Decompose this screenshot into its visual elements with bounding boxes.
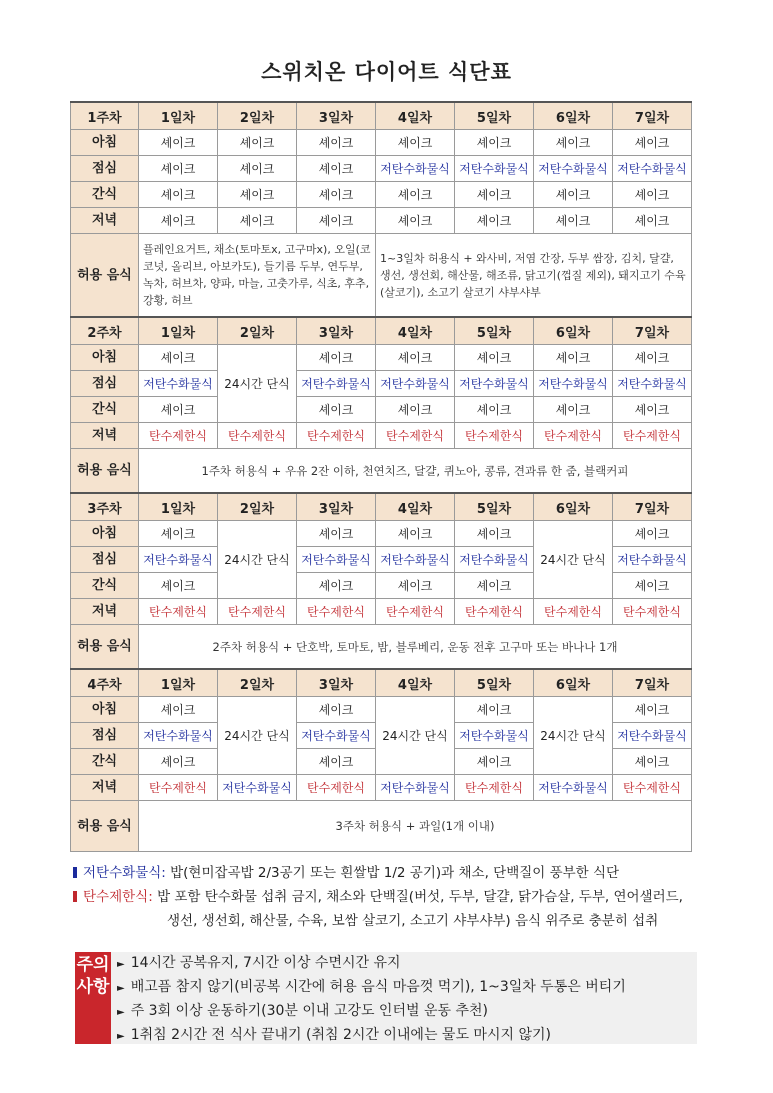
bullet-icon bbox=[73, 891, 77, 902]
meal-cell: 저탄수화물식 bbox=[534, 156, 613, 182]
meal-cell: 저탄수화물식 bbox=[613, 371, 692, 397]
meal-cell: 셰이크 bbox=[613, 573, 692, 599]
week-header-row bbox=[71, 493, 692, 521]
allowed-foods: 3주차 허용식 + 과일(1개 이내) bbox=[139, 801, 692, 852]
week-header-row bbox=[71, 102, 692, 130]
meal-cell: 탄수제한식 bbox=[139, 423, 218, 449]
meal-row bbox=[71, 156, 692, 182]
meal-cell: 탄수제한식 bbox=[613, 423, 692, 449]
day-label: 2일차 bbox=[218, 493, 297, 521]
diet-plan-table bbox=[70, 101, 692, 852]
allowed-foods: 1~3일차 허용식 + 와사비, 저염 간장, 두부 쌈장, 김치, 달걀, 생선, 생선회, 해산물, 해조류, 닭고기(껍질 제외), 돼지고기 수육(살코기), 소고기 살코기 샤부샤부 bbox=[376, 234, 692, 318]
meal-cell: 셰이크 bbox=[534, 345, 613, 371]
fasting-cell: 24시간 단식 bbox=[218, 521, 297, 599]
meal-cell: 탄수제한식 bbox=[613, 775, 692, 801]
meal-cell: 탄수제한식 bbox=[297, 599, 376, 625]
allowed-foods: 1주차 허용식 + 우유 2잔 이하, 천연치즈, 달걀, 퀴노아, 콩류, 견과류 한 줌, 블랙커피 bbox=[139, 449, 692, 494]
meal-cell: 셰이크 bbox=[534, 182, 613, 208]
meal-cell: 저탄수화물식 bbox=[376, 775, 455, 801]
day-label: 1일차 bbox=[139, 493, 218, 521]
meal-cell: 탄수제한식 bbox=[455, 423, 534, 449]
week-label: 4주차 bbox=[71, 669, 139, 697]
meal-row bbox=[71, 599, 692, 625]
meal-cell: 셰이크 bbox=[139, 697, 218, 723]
meal-cell: 셰이크 bbox=[139, 208, 218, 234]
day-label: 2일차 bbox=[218, 317, 297, 345]
day-label: 1일차 bbox=[139, 669, 218, 697]
meal-cell: 탄수제한식 bbox=[139, 599, 218, 625]
meal-cell: 저탄수화물식 bbox=[139, 723, 218, 749]
meal-cell: 탄수제한식 bbox=[297, 775, 376, 801]
legend-desc: 밥 포함 탄수화물 섭취 금지, 채소와 단백질(버섯, 두부, 달걀, 닭가슴살, 두부, 연어샐러드, bbox=[157, 889, 683, 905]
meal-label: 저녁 bbox=[71, 208, 139, 234]
meal-cell: 저탄수화물식 bbox=[613, 547, 692, 573]
meal-cell: 저탄수화물식 bbox=[376, 547, 455, 573]
meal-cell: 셰이크 bbox=[139, 521, 218, 547]
meal-row bbox=[71, 423, 692, 449]
meal-cell: 셰이크 bbox=[455, 573, 534, 599]
meal-cell: 셰이크 bbox=[534, 208, 613, 234]
notice-text: 배고픔 참지 않기(비공복 시간에 허용 음식 마음껏 먹기), 1~3일차 두통은 버티기 bbox=[130, 979, 626, 995]
meal-label: 허용 음식 bbox=[71, 801, 139, 852]
day-label: 3일차 bbox=[297, 102, 376, 130]
meal-cell: 셰이크 bbox=[613, 345, 692, 371]
meal-label: 간식 bbox=[71, 182, 139, 208]
day-label: 4일차 bbox=[376, 493, 455, 521]
meal-cell: 셰이크 bbox=[613, 182, 692, 208]
week-label: 2주차 bbox=[71, 317, 139, 345]
meal-cell: 셰이크 bbox=[297, 208, 376, 234]
meal-cell: 셰이크 bbox=[376, 208, 455, 234]
arrow-icon: ► bbox=[117, 1007, 125, 1018]
meal-cell: 탄수제한식 bbox=[534, 599, 613, 625]
meal-cell: 셰이크 bbox=[613, 397, 692, 423]
day-label: 2일차 bbox=[218, 102, 297, 130]
week-label: 3주차 bbox=[71, 493, 139, 521]
allowed-row bbox=[71, 449, 692, 494]
meal-label: 점심 bbox=[71, 371, 139, 397]
legend-desc: 밥(현미잡곡밥 2/3공기 또는 흰쌀밥 1/2 공기)과 채소, 단백질이 풍부한 식단 bbox=[170, 865, 620, 881]
meal-row bbox=[71, 130, 692, 156]
meal-cell: 셰이크 bbox=[455, 397, 534, 423]
notice-list bbox=[117, 952, 626, 1048]
meal-cell: 저탄수화물식 bbox=[376, 156, 455, 182]
meal-cell: 셰이크 bbox=[455, 749, 534, 775]
meal-cell: 셰이크 bbox=[376, 345, 455, 371]
arrow-icon: ► bbox=[117, 983, 125, 994]
day-label: 3일차 bbox=[297, 493, 376, 521]
meal-cell: 셰이크 bbox=[297, 156, 376, 182]
meal-row bbox=[71, 345, 692, 371]
meal-cell: 셰이크 bbox=[534, 130, 613, 156]
meal-cell: 셰이크 bbox=[297, 697, 376, 723]
meal-label: 점심 bbox=[71, 723, 139, 749]
legend-no-carb-cont bbox=[167, 910, 658, 932]
day-label: 7일차 bbox=[613, 102, 692, 130]
meal-row bbox=[71, 182, 692, 208]
meal-cell: 셰이크 bbox=[139, 156, 218, 182]
meal-cell: 셰이크 bbox=[139, 130, 218, 156]
meal-cell: 저탄수화물식 bbox=[139, 371, 218, 397]
meal-cell: 셰이크 bbox=[455, 130, 534, 156]
day-label: 6일차 bbox=[534, 102, 613, 130]
day-label: 6일차 bbox=[534, 317, 613, 345]
day-label: 5일차 bbox=[455, 493, 534, 521]
meal-label: 저녁 bbox=[71, 423, 139, 449]
fasting-cell: 24시간 단식 bbox=[534, 697, 613, 775]
fasting-cell: 24시간 단식 bbox=[218, 697, 297, 775]
day-label: 3일차 bbox=[297, 669, 376, 697]
meal-cell: 셰이크 bbox=[455, 345, 534, 371]
meal-cell: 저탄수화물식 bbox=[297, 547, 376, 573]
meal-cell: 셰이크 bbox=[139, 573, 218, 599]
meal-cell: 저탄수화물식 bbox=[297, 371, 376, 397]
notice-item bbox=[117, 976, 626, 1000]
notice-tag: 주의사항 bbox=[75, 952, 111, 1044]
day-label: 5일차 bbox=[455, 669, 534, 697]
meal-cell: 셰이크 bbox=[613, 697, 692, 723]
meal-cell: 셰이크 bbox=[297, 397, 376, 423]
meal-cell: 셰이크 bbox=[139, 749, 218, 775]
meal-row bbox=[71, 521, 692, 547]
meal-cell: 탄수제한식 bbox=[455, 599, 534, 625]
meal-cell: 셰이크 bbox=[534, 397, 613, 423]
meal-cell: 탄수제한식 bbox=[376, 423, 455, 449]
meal-cell: 셰이크 bbox=[139, 345, 218, 371]
day-label: 3일차 bbox=[297, 317, 376, 345]
meal-cell: 셰이크 bbox=[613, 130, 692, 156]
meal-cell: 저탄수화물식 bbox=[455, 156, 534, 182]
meal-label: 간식 bbox=[71, 749, 139, 775]
week-label: 1주차 bbox=[71, 102, 139, 130]
meal-cell: 저탄수화물식 bbox=[613, 156, 692, 182]
arrow-icon: ► bbox=[117, 1031, 125, 1042]
meal-cell: 저탄수화물식 bbox=[297, 723, 376, 749]
meal-cell: 셰이크 bbox=[455, 182, 534, 208]
legend-desc: 생선, 생선회, 해산물, 수육, 보쌈 살코기, 소고기 샤부샤부) 음식 위주로 충분히 섭취 bbox=[167, 913, 659, 929]
meal-row bbox=[71, 697, 692, 723]
meal-cell: 저탄수화물식 bbox=[534, 371, 613, 397]
meal-cell: 저탄수화물식 bbox=[218, 775, 297, 801]
meal-cell: 탄수제한식 bbox=[455, 775, 534, 801]
meal-cell: 셰이크 bbox=[455, 521, 534, 547]
meal-cell: 셰이크 bbox=[455, 697, 534, 723]
week-header-row bbox=[71, 669, 692, 697]
meal-cell: 셰이크 bbox=[218, 208, 297, 234]
meal-cell: 셰이크 bbox=[218, 156, 297, 182]
meal-cell: 셰이크 bbox=[218, 130, 297, 156]
meal-cell: 저탄수화물식 bbox=[534, 775, 613, 801]
meal-cell: 탄수제한식 bbox=[218, 599, 297, 625]
meal-label: 간식 bbox=[71, 397, 139, 423]
meal-cell: 셰이크 bbox=[613, 208, 692, 234]
day-label: 4일차 bbox=[376, 102, 455, 130]
day-label: 5일차 bbox=[455, 102, 534, 130]
meal-cell: 탄수제한식 bbox=[139, 775, 218, 801]
notice-text: 14시간 공복유지, 7시간 이상 수면시간 유지 bbox=[130, 955, 401, 971]
meal-cell: 저탄수화물식 bbox=[455, 723, 534, 749]
day-label: 4일차 bbox=[376, 669, 455, 697]
meal-cell: 셰이크 bbox=[297, 749, 376, 775]
meal-cell: 저탄수화물식 bbox=[455, 371, 534, 397]
notice-box bbox=[75, 952, 697, 1044]
notice-item bbox=[117, 1000, 626, 1024]
notice-item bbox=[117, 1024, 626, 1048]
meal-cell: 셰이크 bbox=[218, 182, 297, 208]
meal-cell: 셰이크 bbox=[139, 397, 218, 423]
meal-label: 저녁 bbox=[71, 599, 139, 625]
notice-item bbox=[117, 952, 626, 976]
day-label: 7일차 bbox=[613, 669, 692, 697]
meal-cell: 셰이크 bbox=[139, 182, 218, 208]
day-label: 6일차 bbox=[534, 493, 613, 521]
meal-cell: 저탄수화물식 bbox=[613, 723, 692, 749]
allowed-foods: 플레인요거트, 채소(토마토x, 고구마x), 오일(코코넛, 올리브, 아보카도), 들기름 두부, 연두부, 녹차, 허브차, 양파, 마늘, 고춧가루, 식초, 후추, 강황, 허브 bbox=[139, 234, 376, 318]
meal-cell: 셰이크 bbox=[376, 521, 455, 547]
day-label: 5일차 bbox=[455, 317, 534, 345]
meal-cell: 저탄수화물식 bbox=[139, 547, 218, 573]
meal-label: 저녁 bbox=[71, 775, 139, 801]
arrow-icon: ► bbox=[117, 959, 125, 970]
day-label: 7일차 bbox=[613, 317, 692, 345]
meal-label: 아침 bbox=[71, 697, 139, 723]
week-header-row bbox=[71, 317, 692, 345]
meal-label: 허용 음식 bbox=[71, 449, 139, 494]
meal-cell: 저탄수화물식 bbox=[376, 371, 455, 397]
notice-text: 주 3회 이상 운동하기(30분 이내 고강도 인터벌 운동 추천) bbox=[130, 1003, 488, 1019]
meal-cell: 셰이크 bbox=[297, 573, 376, 599]
allowed-row bbox=[71, 801, 692, 852]
meal-label: 아침 bbox=[71, 130, 139, 156]
meal-label: 점심 bbox=[71, 547, 139, 573]
meal-cell: 셰이크 bbox=[297, 182, 376, 208]
fasting-cell: 24시간 단식 bbox=[376, 697, 455, 775]
page-title: 스위치온 다이어트 식단표 bbox=[261, 60, 512, 84]
fasting-cell: 24시간 단식 bbox=[218, 345, 297, 423]
meal-cell: 셰이크 bbox=[297, 521, 376, 547]
meal-cell: 셰이크 bbox=[613, 749, 692, 775]
meal-row bbox=[71, 397, 692, 423]
meal-cell: 셰이크 bbox=[455, 208, 534, 234]
meal-cell: 셰이크 bbox=[613, 521, 692, 547]
meal-cell: 셰이크 bbox=[376, 182, 455, 208]
meal-row bbox=[71, 371, 692, 397]
allowed-row bbox=[71, 234, 692, 318]
day-label: 1일차 bbox=[139, 317, 218, 345]
meal-cell: 탄수제한식 bbox=[534, 423, 613, 449]
meal-label: 허용 음식 bbox=[71, 625, 139, 670]
meal-cell: 탄수제한식 bbox=[376, 599, 455, 625]
legend-low-carb bbox=[73, 862, 619, 884]
meal-cell: 셰이크 bbox=[297, 130, 376, 156]
meal-label: 아침 bbox=[71, 345, 139, 371]
meal-label: 허용 음식 bbox=[71, 234, 139, 318]
meal-cell: 셰이크 bbox=[376, 130, 455, 156]
meal-label: 간식 bbox=[71, 573, 139, 599]
legend-no-carb bbox=[73, 886, 683, 908]
day-label: 1일차 bbox=[139, 102, 218, 130]
day-label: 2일차 bbox=[218, 669, 297, 697]
meal-label: 아침 bbox=[71, 521, 139, 547]
fasting-cell: 24시간 단식 bbox=[534, 521, 613, 599]
allowed-foods: 2주차 허용식 + 단호박, 토마토, 밤, 블루베리, 운동 전후 고구마 또는 바나나 1개 bbox=[139, 625, 692, 670]
legend-term: 저탄수화물식: bbox=[83, 865, 166, 881]
meal-cell: 탄수제한식 bbox=[297, 423, 376, 449]
notice-text: 1취침 2시간 전 식사 끝내기 (취침 2시간 이내에는 물도 마시지 않기) bbox=[130, 1027, 551, 1043]
meal-cell: 탄수제한식 bbox=[218, 423, 297, 449]
day-label: 4일차 bbox=[376, 317, 455, 345]
meal-label: 점심 bbox=[71, 156, 139, 182]
meal-row bbox=[71, 775, 692, 801]
day-label: 7일차 bbox=[613, 493, 692, 521]
meal-cell: 셰이크 bbox=[297, 345, 376, 371]
meal-cell: 셰이크 bbox=[376, 573, 455, 599]
bullet-icon bbox=[73, 867, 77, 878]
meal-cell: 셰이크 bbox=[376, 397, 455, 423]
meal-cell: 저탄수화물식 bbox=[455, 547, 534, 573]
day-label: 6일차 bbox=[534, 669, 613, 697]
meal-row bbox=[71, 208, 692, 234]
meal-cell: 탄수제한식 bbox=[613, 599, 692, 625]
allowed-row bbox=[71, 625, 692, 670]
legend-term: 탄수제한식: bbox=[83, 889, 153, 905]
